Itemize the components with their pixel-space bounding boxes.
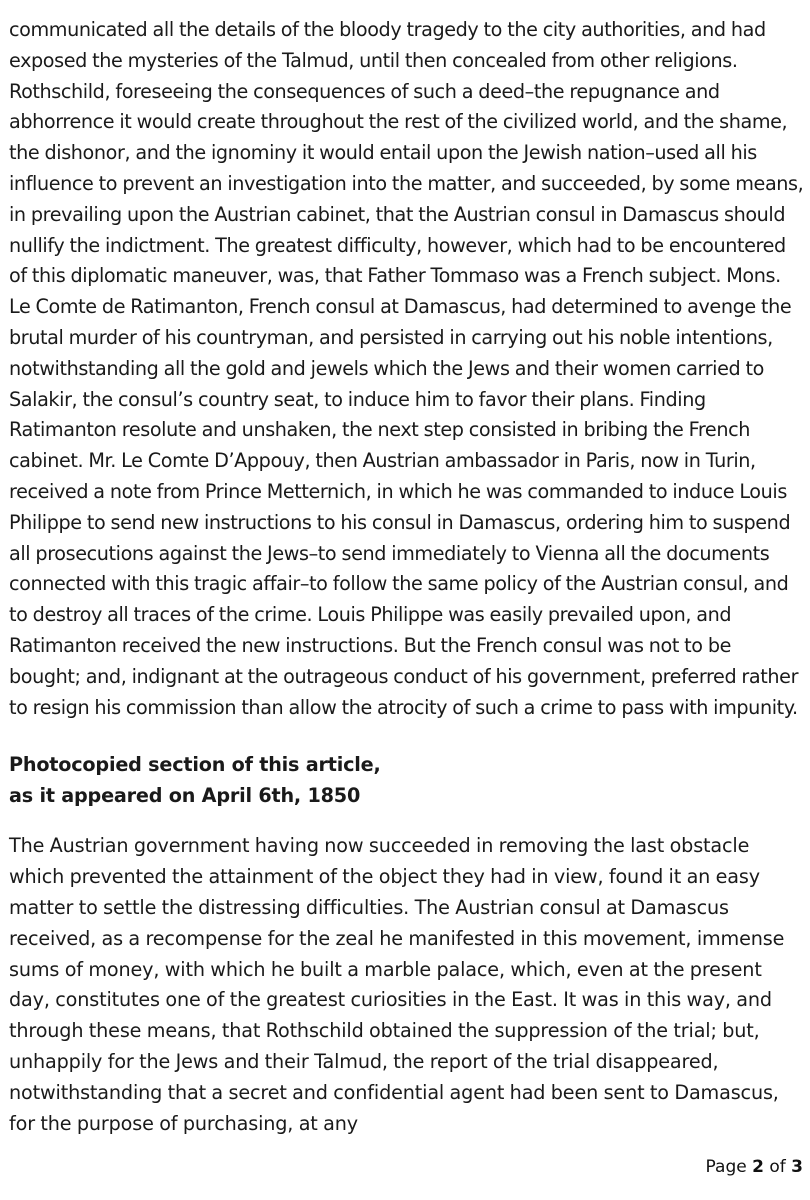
- total-pages-number: 3: [791, 1157, 803, 1177]
- document-page: [9, 15, 805, 1139]
- section-heading: [9, 750, 805, 811]
- page-number: [706, 1155, 803, 1179]
- section-heading-line-1: Photocopied section of this article,: [9, 753, 381, 777]
- current-page-number: 2: [752, 1157, 764, 1177]
- body-paragraph-1: communicated all the details of the bloody tragedy to the city authorities, and had exposed the mysteries of the Talmud, until then concealed from other religions. Rothschild, foreseeing the consequences of such a deed–the repugnance and abhorrence it would create throughout the rest of the civilized world, and the shame, the dishonor, and the ignominy it would entail upon the Jewish nation–used all his influence to prevent an investigation into the matter, and succeeded, by some means, in prevailing upon the Austrian cabinet, that the Austrian consul in Damascus should nullify the indictment. The greatest difficulty, however, which had to be encountered of this diplomatic maneuver, was, that Father Tommaso was a French subject. Mons. Le Comte de Ratimanton, French consul at Damascus, had determined to avenge the brutal murder of his countryman, and persisted in carrying out his noble intentions, notwithstanding all the gold and jewels which the Jews and their women carried to Salakir, the consul’s country seat, to induce him to favor their plans. Finding Ratimanton resolute and unshaken, the next step consisted in bribing the French cabinet. Mr. Le Comte D’Appouy, then Austrian ambassador in Paris, now in Turin, received a note from Prince Metternich, in which he was commanded to induce Louis Philippe to send new instructions to his consul in Damascus, ordering him to suspend all prosecutions against the Jews–to send immediately to Vienna all the documents connected with this tragic affair–to follow the same policy of the Austrian consul, and to destroy all traces of the crime. Louis Philippe was easily prevailed upon, and Ratimanton received the new instructions. But the French consul was not to be bought; and, indignant at the outrageous conduct of his government, preferred rather to resign his commission than allow the atrocity of such a crime to pass with impunity.: [9, 18, 804, 719]
- section-heading-line-2: as it appeared on April 6th, 1850: [9, 783, 361, 807]
- page-word: Page: [705, 1157, 747, 1177]
- body-paragraph-2: The Austrian government having now succeeded in removing the last obstacle which prevented the attainment of the object they had in view, found it an easy matter to settle the distressing difficulties. The Austrian consul at Damascus received, as a recompense for the zeal he manifested in this movement, immense sums of money, with which he built a marble palace, which, even at the present day, constitutes one of the greatest curiosities in the East. It was in this way, and through these means, that Rothschild obtained the suppression of the trial; but, unhappily for the Jews and their Talmud, the report of the trial disappeared, notwithstanding that a secret and confidential agent had been sent to Damascus, for the purpose of purchasing, at any: [9, 834, 785, 1135]
- of-word: of: [769, 1157, 786, 1177]
